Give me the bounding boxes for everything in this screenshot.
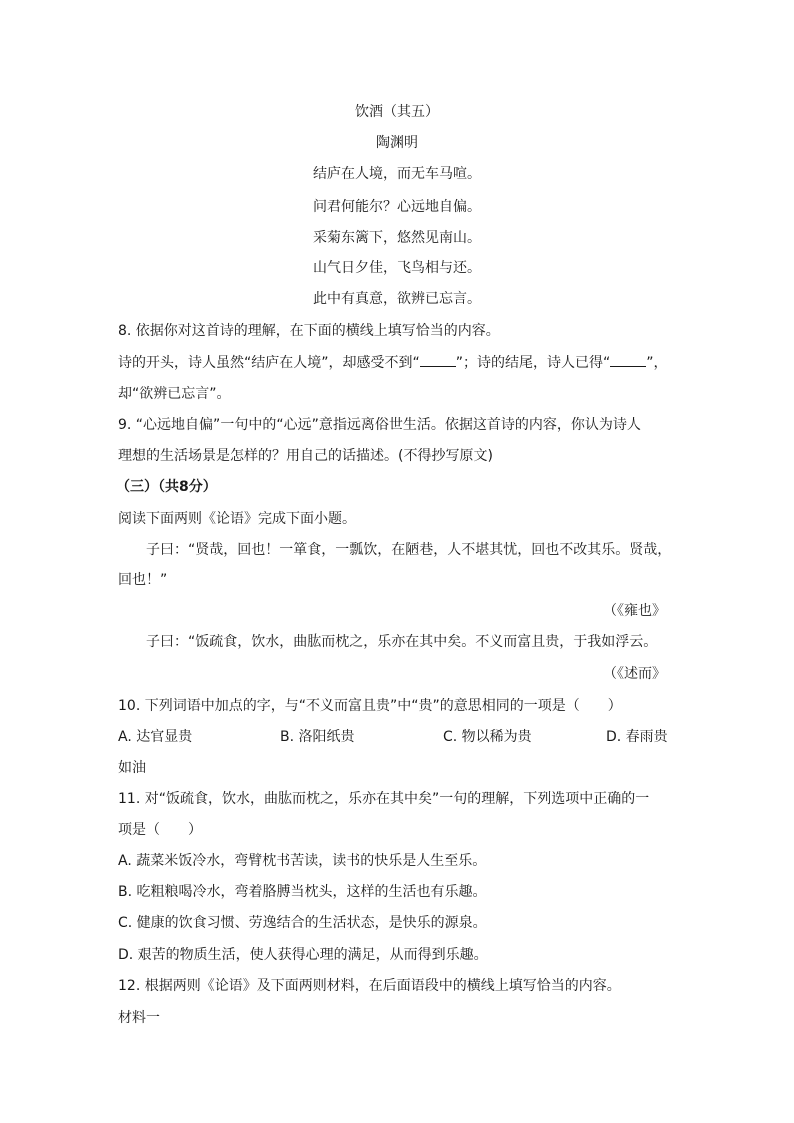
q11-option-b[interactable]: B. 吃粗粮喝冷水，弯着胳膊当枕头，这样的生活也有乐趣。 bbox=[118, 884, 487, 900]
section3-heading: （三）（共8分） bbox=[116, 479, 217, 495]
q12-stem: 12. 根据两则《论语》及下面两则材料，在后面语段中的横线上填写恰当的内容。 bbox=[118, 978, 621, 994]
poem-line: 结庐在人境，而无车马喧。 bbox=[313, 166, 481, 182]
q8-blank-2[interactable] bbox=[610, 354, 646, 367]
poem-line: 山气日夕佳，飞鸟相与还。 bbox=[313, 260, 481, 276]
poem-line: 采菊东篱下，悠然见南山。 bbox=[313, 230, 481, 246]
q10-stem: 10. 下列词语中加点的字，与“不义而富且贵”中“贵”的意思相同的一项是（ ） bbox=[118, 698, 622, 714]
q11-option-d[interactable]: D. 艰苦的物质生活，使人获得心理的满足，从而得到乐趣。 bbox=[118, 947, 488, 963]
passage1-line2: 回也！” bbox=[118, 572, 168, 588]
q8-line1 bbox=[118, 353, 668, 373]
q11-stem-1: 11. 对“饭疏食，饮水，曲肱而枕之，乐亦在其中矣”一句的理解，下列选项中正确的一 bbox=[118, 791, 650, 807]
q8-line2: 却“欲辨已忘言”。 bbox=[118, 386, 231, 402]
passage2-text: 子曰：“饭疏食，饮水，曲肱而枕之，乐亦在其中矣。不义而富且贵，于我如浮云。 bbox=[146, 634, 658, 650]
poem-author: 陶渊明 bbox=[376, 135, 418, 151]
poem-line: 问君何能尔？心远地自偏。 bbox=[313, 199, 481, 215]
q9-line2: 理想的生活场景是怎样的？用自己的话描述。(不得抄写原文) bbox=[118, 448, 493, 464]
passage2-source: （《述而》 bbox=[603, 666, 666, 682]
q10-option-a[interactable]: A. 达官显贵 bbox=[118, 729, 193, 745]
q9-line1: 9. “心远地自偏”一句中的“心远”意指远离俗世生活。依据这首诗的内容，你认为诗人 bbox=[118, 417, 641, 433]
q10-option-d[interactable]: D. 春雨贵 bbox=[606, 729, 668, 745]
q10-options bbox=[118, 727, 678, 747]
q8-blank-1[interactable] bbox=[420, 354, 456, 367]
passage1-source: （《雍也》 bbox=[603, 603, 666, 619]
poem-title: 饮酒（其五） bbox=[355, 104, 439, 120]
q10-option-d-wrap: 如油 bbox=[118, 760, 146, 776]
q11-stem-2: 项是（ ） bbox=[118, 822, 202, 838]
q8-text-a: 诗的开头，诗人虽然“结庐在人境”，却感受不到“ bbox=[118, 355, 420, 371]
q11-option-c[interactable]: C. 健康的饮食习惯、劳逸结合的生活状态，是快乐的源泉。 bbox=[118, 915, 487, 931]
q8-stem: 8. 依据你对这首诗的理解，在下面的横线上填写恰当的内容。 bbox=[118, 323, 500, 339]
q10-option-c[interactable]: C. 物以稀为贵 bbox=[443, 729, 532, 745]
q8-text-c: ”， bbox=[646, 355, 668, 371]
q10-option-b[interactable]: B. 洛阳纸贵 bbox=[280, 729, 355, 745]
passage1-line1: 子曰：“贤哉，回也！一箪食，一瓢饮，在陋巷，人不堪其忧，回也不改其乐。贤哉， bbox=[146, 542, 672, 558]
q12-material-label: 材料一 bbox=[118, 1010, 160, 1026]
section3-intro: 阅读下面两则《论语》完成下面小题。 bbox=[118, 511, 356, 527]
q11-option-a[interactable]: A. 蔬菜米饭冷水，弯臂枕书苦读，读书的快乐是人生至乐。 bbox=[118, 853, 487, 869]
q8-text-b: ”；诗的结尾，诗人已得“ bbox=[455, 355, 611, 371]
poem-line: 此中有真意，欲辨已忘言。 bbox=[313, 291, 481, 307]
